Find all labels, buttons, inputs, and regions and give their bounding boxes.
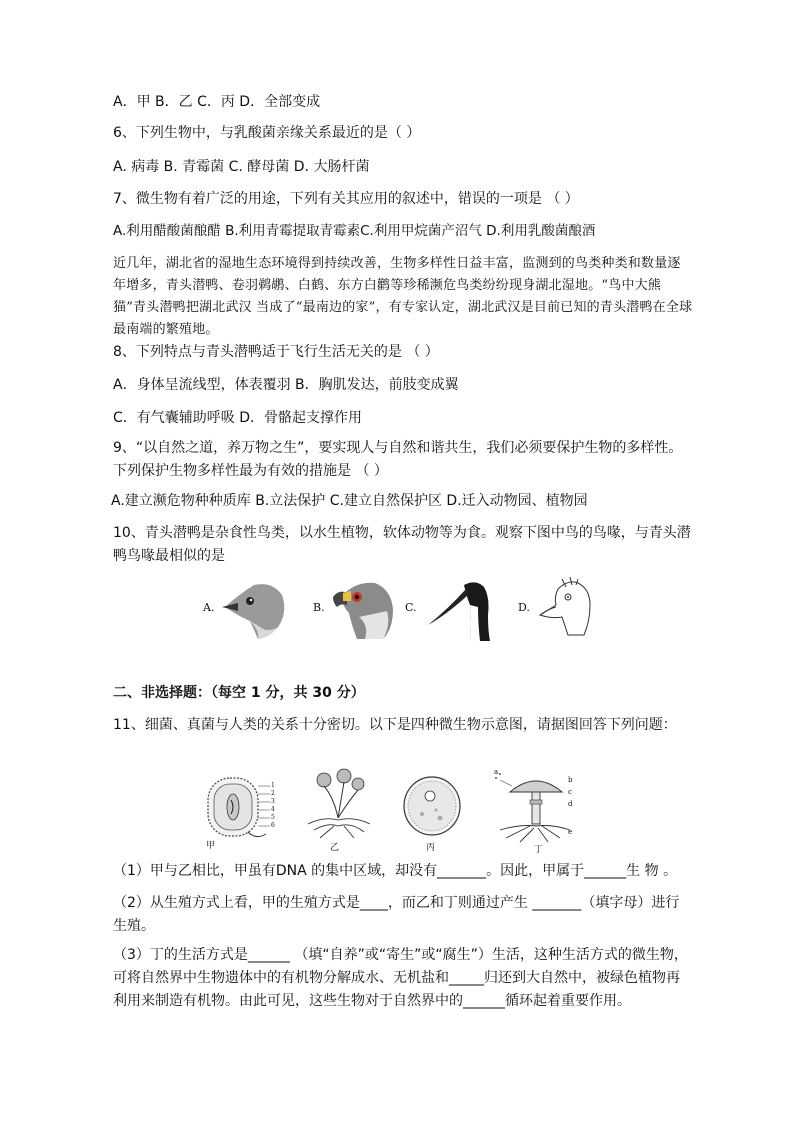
microorganism-figure	[204, 768, 574, 853]
bird-head-d-image	[534, 575, 596, 641]
q11-stem: 11、细菌、真菌与人类的关系十分密切。以下是四种微生物示意图，请据图回答下列问题：	[113, 717, 677, 733]
jia-part-3: 3	[271, 798, 275, 805]
jia-part-5: 5	[271, 814, 275, 821]
q9-options: A.建立濒危物种种质库 B.立法保护 C.建立自然保护区 D.迁入动物园、植物园	[111, 493, 588, 509]
mushroom-ding-image	[490, 768, 576, 848]
ding-part-b: b	[568, 776, 573, 784]
yeast-bing-image	[400, 774, 464, 838]
q11-sub3: （3）丁的生活方式是______ （填“自养”或“寄生”或“腐生”）生活，这种生活方式的微生物，可将自然界中生物遗体中的有机物分解成水、无机盐和_____归还到大自然中，被绿色植物再利用来制造有机物。由此可见，这些生物对于自然界中的______循环起着重要作用。	[113, 947, 688, 1009]
ding-part-d: d	[568, 800, 573, 808]
q10-stem: 10、青头潜鸭是杂食性鸟类，以水生植物，软体动物等为食。观察下图中鸟的鸟喙，与青头潜鸭鸟喙最相似的是	[113, 525, 691, 564]
q9-stem: 9、“以自然之道，养万物之生”，要实现人与自然和谐共生，我们必须要保护生物的多样性。下列保护生物多样性最为有效的措施是 （ ）	[113, 440, 683, 479]
jia-part-4: 4	[271, 806, 275, 813]
q6-stem: 6、下列生物中，与乳酸菌亲缘关系最近的是（ ）	[113, 125, 421, 141]
q5-options: A．甲 B．乙 C．丙 D．全部变成	[113, 94, 321, 110]
ding-part-a: a	[494, 768, 499, 776]
ding-part-c: c	[568, 788, 572, 796]
section-2-heading: 二、非选择题：（每空 1 分，共 30 分）	[113, 685, 365, 701]
fig-label-a: A.	[203, 601, 215, 614]
bird-beak-figure	[196, 575, 596, 645]
fig-label-bing: 丙	[426, 843, 436, 853]
jia-part-1: 1	[271, 782, 275, 789]
q6-options: A. 病毒 B. 青霉菌 C. 酵母菌 D. 大肠杆菌	[113, 159, 370, 175]
fig-label-b: B.	[313, 601, 325, 614]
q8-option-cd: C．有气囊辅助呼吸 D．骨骼起支撑作用	[113, 410, 363, 426]
fig-label-d: D.	[518, 601, 530, 614]
q11-sub1: （1）甲与乙相比，甲虽有DNA 的集中区域，却没有_______。因此，甲属于______生 物 。	[113, 863, 678, 879]
bird-head-c-image	[424, 575, 496, 641]
q7-options: A.利用醋酸菌酿醋 B.利用青霉提取青霉素C.利用甲烷菌产沼气 D.利用乳酸菌酿酒	[113, 223, 596, 239]
reading-passage: 近几年，湖北省的湿地生态环境得到持续改善，生物多样性日益丰富，监测到的鸟类种类和数量逐年增多，青头潜鸭、卷羽鹈鹕、白鹤、东方白鹳等珍稀濒危鸟类纷纷现身湖北湿地。“鸟中大熊猫”青头潜鸭把湖北武汉 当成了“最南边的家”，有专家认定，湖北武汉是目前已知的青头潜鸭在全球最南端的繁殖地。	[113, 256, 693, 337]
q7-stem: 7、微生物有着广泛的用途，下列有关其应用的叙述中，错误的一项是 （ ）	[113, 191, 579, 207]
fig-label-c: C.	[405, 601, 417, 614]
q8-option-ab: A．身体呈流线型，体表覆羽 B．胸肌发达，前肢变成翼	[113, 377, 459, 393]
bird-head-b-image	[329, 575, 397, 641]
fig-label-yi: 乙	[330, 843, 340, 853]
jia-part-2: 2	[271, 790, 275, 797]
fig-label-jia: 甲	[206, 841, 216, 851]
q8-stem: 8、下列特点与青头潜鸭适于飞行生活无关的是 （ ）	[113, 344, 439, 360]
jia-part-6: 6	[271, 822, 275, 829]
ding-part-e: e	[568, 828, 573, 836]
mold-yi-image	[304, 768, 374, 844]
q11-sub2: （2）从生殖方式上看，甲的生殖方式是____，而乙和丁则通过产生 _______（填字母）进行生殖。	[113, 895, 680, 934]
bird-head-a-image	[220, 575, 290, 641]
fig-label-ding: 丁	[534, 845, 544, 855]
